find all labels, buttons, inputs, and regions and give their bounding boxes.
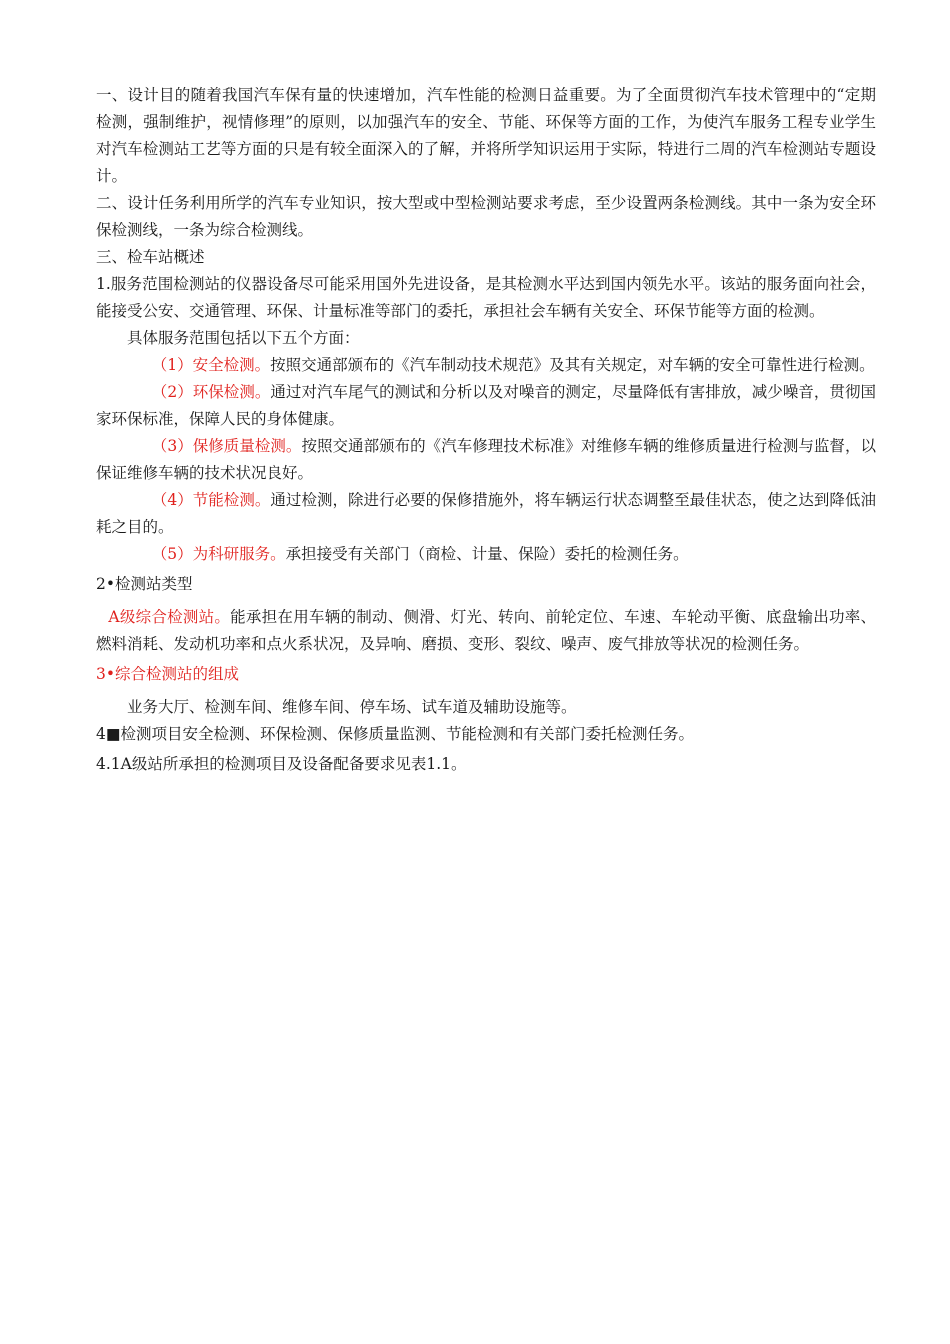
scope-item-text: 承担接受有关部门（商检、计量、保险）委托的检测任务。 bbox=[285, 545, 689, 563]
scope-item-label: （2）环保检测。 bbox=[151, 383, 271, 401]
scope-lead: 具体服务范围包括以下五个方面： bbox=[127, 329, 360, 347]
scope-item-research bbox=[96, 541, 876, 568]
inspection-items-sub: 4.1A级站所承担的检测项目及设备配备要求见表1.1。 bbox=[96, 755, 467, 773]
scope-item-label: （3）保修质量检测。 bbox=[151, 437, 302, 455]
section-overview-heading: 三、检车站概述 bbox=[96, 248, 205, 266]
scope-item-label: （4）节能检测。 bbox=[151, 491, 271, 509]
scope-item-text: 通过对汽车尾气的测试和分析以及对噪音的测定，尽量降低有害排放，减少噪音，贯彻国家环保标准，保障人民的身体健康。 bbox=[96, 383, 876, 428]
scope-item-text: 按照交通部颁布的《汽车制动技术规范》及其有关规定，对车辆的安全可靠性进行检测。 bbox=[270, 356, 875, 374]
types-text: 能承担在用车辆的制动、侧滑、灯光、转向、前轮定位、车速、车轮动平衡、底盘输出功率、燃料消耗、发动机功率和点火系状况，及异响、磨损、变形、裂纹、噪声、废气排放等状况的检测任务。 bbox=[96, 608, 876, 653]
document-page bbox=[96, 82, 876, 778]
section-task: 二、设计任务利用所学的汽车专业知识，按大型或中型检测站要求考虑，至少设置两条检测线。其中一条为安全环保检测线，一条为综合检测线。 bbox=[96, 194, 876, 239]
scope-item-text: 按照交通部颁布的《汽车修理技术标准》对维修车辆的维修质量进行检测与监督，以保证维修车辆的技术状况良好。 bbox=[96, 437, 876, 482]
section-purpose: 一、设计目的随着我国汽车保有量的快速增加，汽车性能的检测日益重要。为了全面贯彻汽车技术管理中的“定期检测，强制维护，视情修理”的原则，以加强汽车的安全、节能、环保等方面的工作，为使汽车服务工程专业学生对汽车检测站工艺等方面的只是有较全面深入的了解，并将所学知识运用于实际，特进行二周的汽车检测站专题设计。 bbox=[96, 86, 876, 185]
types-label: A级综合检测站。 bbox=[108, 608, 231, 626]
scope-item-maintenance-quality bbox=[96, 433, 876, 487]
inspection-items: 4■检测项目安全检测、环保检测、保修质量监测、节能检测和有关部门委托检测任务。 bbox=[96, 725, 695, 743]
composition-heading: 3•综合检测站的组成 bbox=[96, 665, 240, 683]
types-a-level bbox=[96, 604, 876, 658]
scope-item-label: （5）为科研服务。 bbox=[151, 545, 286, 563]
scope-item-energy bbox=[96, 487, 876, 541]
scope-intro: 1.服务范围检测站的仪器设备尽可能采用国外先进设备，是其检测水平达到国内领先水平。该站的服务面向社会，能接受公安、交通管理、环保、计量标准等部门的委托，承担社会车辆有关安全、环保节能等方面的检测。 bbox=[96, 275, 876, 320]
composition-text: 业务大厅、检测车间、维修车间、停车场、试车道及辅助设施等。 bbox=[127, 698, 577, 716]
scope-item-environment bbox=[96, 379, 876, 433]
scope-item-label: （1）安全检测。 bbox=[151, 356, 271, 374]
types-heading: 2•检测站类型 bbox=[96, 575, 193, 593]
scope-item-safety bbox=[96, 352, 876, 379]
scope-item-text: 通过检测，除进行必要的保修措施外，将车辆运行状态调整至最佳状态，使之达到降低油耗之目的。 bbox=[96, 491, 876, 536]
